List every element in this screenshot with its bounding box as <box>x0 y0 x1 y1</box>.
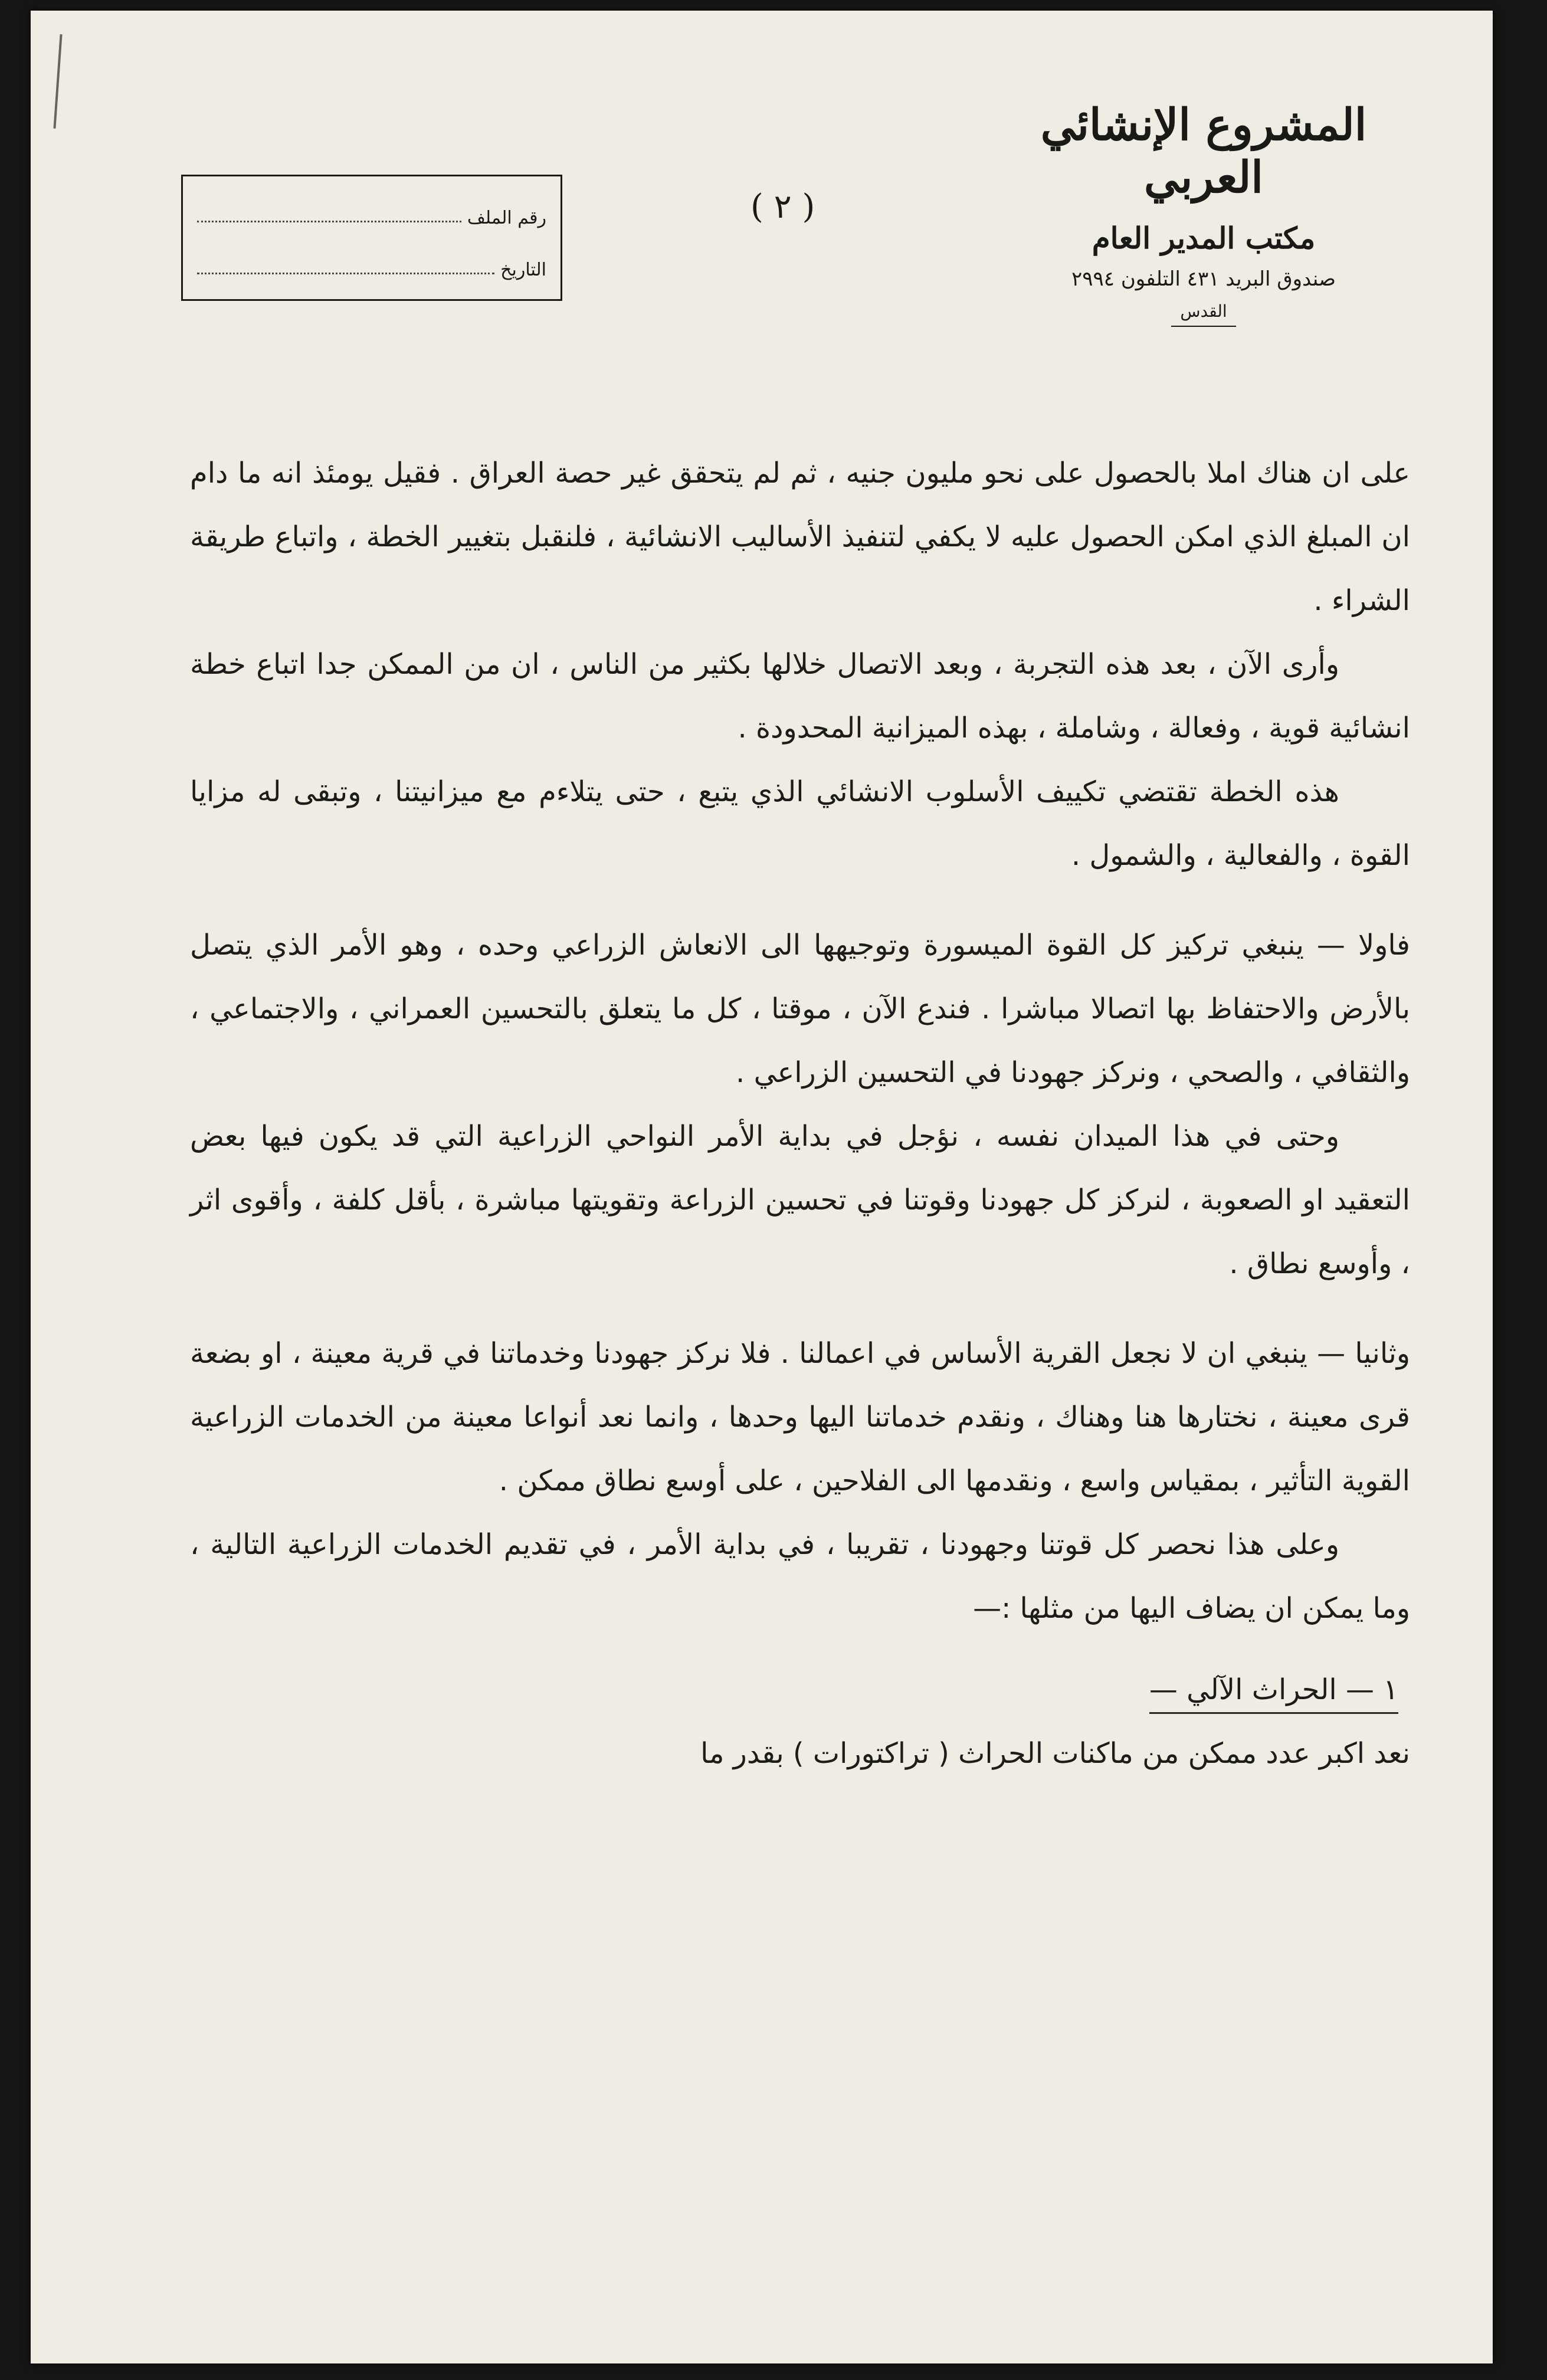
date-blank <box>197 272 494 274</box>
page-number: ( ٢ ) <box>750 188 815 226</box>
paragraph-last-line: نعد اكبر عدد ممكن من ماكنات الحراث ( تراكتورات ) بقدر ما <box>700 1737 1410 1770</box>
file-number-row <box>197 187 546 228</box>
postal-address: صندوق البريد ٤٣١ التلفون ٢٩٩٤ <box>1071 267 1336 291</box>
paragraph: وثانيا — ينبغي ان لا نجعل القرية الأساس في اعمالنا . فلا نركز جهودنا وخدماتنا في قرية معينة ، او بضعة قرى معينة ، نختارها هنا وهناك ، ونقدم خدماتنا اليها وحدها ، وانما نعد أنواعا معينة من الخدمات الزراعية القوية التأثير ، بمقياس واسع ، ونقدمها الى الفلاحين ، على أوسع نطاق ممكن . <box>190 1337 1410 1497</box>
letterhead <box>1038 99 1369 327</box>
paragraph: وحتى في هذا الميدان نفسه ، نؤجل في بداية الأمر النواحي الزراعية التي قد يكون فيها بعض التعقيد او الصعوبة ، لنركز كل جهودنا وقوتنا في تحسين الزراعة وتقويتها مباشرة ، بأقل كلفة ، وأقوى اثر ، وأوسع نطاق . <box>190 1120 1410 1280</box>
letter-body <box>190 441 1410 1785</box>
section-heading <box>190 1658 1410 1722</box>
paragraph: وأرى الآن ، بعد هذه التجربة ، وبعد الاتصال خلالها بكثير من الناس ، ان من الممكن جدا اتباع خطة انشائية قوية ، وفعالة ، وشاملة ، بهذه الميزانية المحدودة . <box>190 648 1410 745</box>
date-label: التاريخ <box>500 260 546 280</box>
section-heading-text: ١ — الحراث الآلي — <box>1149 1673 1398 1714</box>
paragraph: وعلى هذا نحصر كل قوتنا وجهودنا ، تقريبا ، في بداية الأمر ، في تقديم الخدمات الزراعية التالية ، وما يمكن ان يضاف اليها من مثلها :— <box>190 1528 1410 1625</box>
city-underline <box>1171 326 1236 327</box>
office-name: مكتب المدير العام <box>1092 220 1316 255</box>
date-row <box>197 239 546 280</box>
city-name: القدس <box>1180 301 1227 321</box>
file-number-label: رقم الملف <box>467 208 546 228</box>
paragraph: فاولا — ينبغي تركيز كل القوة الميسورة وتوجيهها الى الانعاش الزراعي وحده ، وهو الأمر الذي يتصل بالأرض والاحتفاظ بها اتصالا مباشرا . فندع الآن ، موقتا ، كل ما يتعلق بالتحسين العمراني ، والاجتماعي ، والثقافي ، والصحي ، ونركز جهودنا في التحسين الزراعي . <box>190 929 1410 1089</box>
paragraph: هذه الخطة تقتضي تكييف الأسلوب الانشائي الذي يتبع ، حتى يتلاءم مع ميزانيتنا ، وتبقى له مزايا القوة ، والفعالية ، والشمول . <box>190 775 1410 872</box>
document-page <box>31 11 1493 2363</box>
organization-name: المشروع الإنشائي العربي <box>1040 100 1367 203</box>
paragraph: على ان هناك املا بالحصول على نحو مليون جنيه ، ثم لم يتحقق غير حصة العراق . فقيل يومئذ انه ما دام ان المبلغ الذي امكن الحصول عليه لا يكفي لتنفيذ الأساليب الانشائية ، فلنقبل بتغيير الخطة ، واتباع طريقة الشراء . <box>190 457 1410 617</box>
file-number-blank <box>197 220 461 222</box>
file-reference-box <box>181 175 562 301</box>
